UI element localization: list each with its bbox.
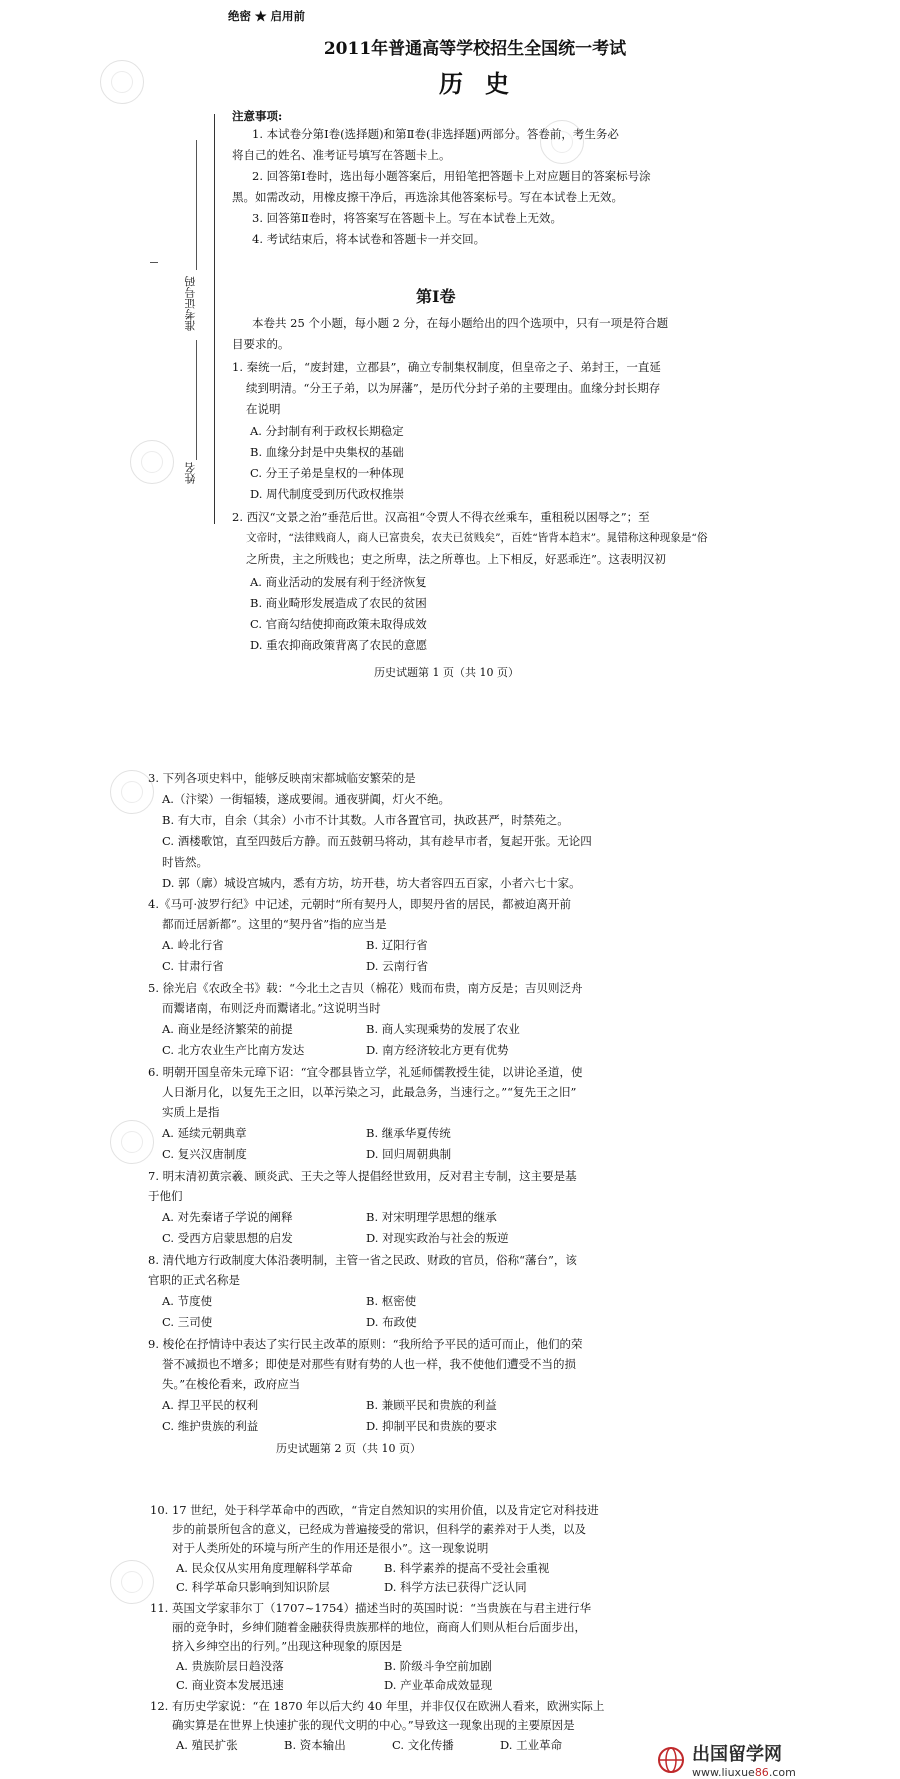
question-stem: 7. 明末清初黄宗羲、顾炎武、王夫之等人提倡经世致用，反对君主专制，这主要是基 — [148, 1169, 577, 1183]
option: A. 殖民扩张 — [176, 1738, 238, 1752]
subject-title: 历史 — [439, 69, 531, 98]
option: D. 工业革命 — [500, 1738, 563, 1752]
option: B. 兼顾平民和贵族的利益 — [366, 1398, 497, 1412]
section-intro: 本卷共 25 个小题，每小题 2 分，在每小题给出的四个选项中，只有一项是符合题 — [252, 316, 669, 330]
question-stem: 失。”在梭伦看来，政府应当 — [162, 1377, 301, 1391]
option: B. 继承华夏传统 — [366, 1126, 451, 1140]
side-tick — [150, 262, 158, 263]
name-underline — [196, 340, 197, 460]
option: B. 商人实现乘势的发展了农业 — [366, 1022, 520, 1036]
note-line: 黑。如需改动，用橡皮擦干净后，再选涂其他答案标号。写在本试卷上无效。 — [232, 190, 623, 204]
option: C. 甘肃行省 — [162, 959, 224, 973]
question-stem: 官职的正式名称是 — [148, 1273, 240, 1287]
question-stem: 对于人类所处的环境与所产生的作用还是很小”。这一现象说明 — [172, 1541, 489, 1555]
note-line: 将自己的姓名、准考证号填写在答题卡上。 — [232, 148, 451, 162]
question-stem: 8. 清代地方行政制度大体沿袭明制，主管一省之民政、财政的官员，俗称“藩台”，该 — [148, 1253, 577, 1267]
question-stem: 在说明 — [246, 402, 281, 416]
option: C. 三司使 — [162, 1315, 213, 1329]
option: C. 官商勾结使抑商政策未取得成效 — [250, 617, 427, 631]
option: D. 产业革命成效显现 — [384, 1678, 493, 1692]
option: D. 对现实政治与社会的叛逆 — [366, 1231, 509, 1245]
question-stem: 确实算是在世界上快速扩张的现代文明的中心。”导致这一现象出现的主要原因是 — [172, 1718, 575, 1732]
logo-url — [692, 1766, 796, 1779]
option: D. 回归周朝典制 — [366, 1147, 452, 1161]
exam-no-label: 准考证号码 — [184, 276, 197, 331]
question-stem: 文帝时，“法律贱商人，商人已富贵矣，农夫已贫贱矣”，百姓“皆背本趋末”。晁错称这种现象是“俗 — [246, 532, 708, 544]
option: B. 科学素养的提高不受社会重视 — [384, 1561, 550, 1575]
option: C. 北方农业生产比南方发达 — [162, 1043, 305, 1057]
option: D. 周代制度受到历代政权推崇 — [250, 487, 405, 501]
option: A. 延续元朝典章 — [162, 1126, 247, 1140]
option: D. 抑制平民和贵族的要求 — [366, 1419, 498, 1433]
question-stem: 3. 下列各项史料中，能够反映南宋都城临安繁荣的是 — [148, 771, 416, 785]
question-stem: 实质上是指 — [162, 1105, 220, 1119]
question-stem: 4.《马可·波罗行纪》中记述，元朝时“所有契丹人，即契丹省的居民，都被迫离开前 — [148, 897, 572, 911]
question-stem: 9. 梭伦在抒情诗中表达了实行民主改革的原则：“我所给予平民的适可而止，他们的荣 — [148, 1337, 583, 1351]
logo-name: 出国留学网 — [692, 1744, 782, 1765]
option: 时皆然。 — [162, 855, 208, 869]
section-title: 第Ⅰ卷 — [416, 287, 456, 306]
question-stem: 步的前景所包含的意义，已经成为普遍接受的常识，但科学的素养对于人类，以及 — [172, 1522, 586, 1536]
note-line: 2. 回答第Ⅰ卷时，选出每小题答案后，用铅笔把答题卡上对应题目的答案标号涂 — [252, 169, 651, 183]
watermark-seal — [110, 1560, 154, 1604]
option: A. 节度使 — [162, 1294, 213, 1308]
option: C. 分王子弟是皇权的一种体现 — [250, 466, 404, 480]
page-footer: 历史试题第 2 页（共 10 页） — [276, 1442, 421, 1455]
option: B. 对宋明理学思想的继承 — [366, 1210, 497, 1224]
option: B. 血缘分封是中央集权的基础 — [250, 445, 404, 459]
globe-icon — [656, 1745, 686, 1775]
secret-label: 绝密 ★ 启用前 — [228, 9, 306, 23]
logo-url-num: 86 — [754, 1766, 769, 1779]
option: C. 商业资本发展迅速 — [176, 1678, 284, 1692]
option: B. 辽阳行省 — [366, 938, 428, 952]
option: A. 商业活动的发展有利于经济恢复 — [250, 575, 427, 589]
option: D. 南方经济较北方更有优势 — [366, 1043, 509, 1057]
question-stem: 挤入乡绅空出的行列。”出现这种现象的原因是 — [172, 1639, 403, 1653]
question-stem: 人日渐月化，以复先王之旧，以革污染之习，此最急务，当速行之。”“复先王之旧” — [162, 1085, 577, 1099]
question-stem: 于他们 — [148, 1189, 183, 1203]
question-stem: 丽的竞争时，乡绅们随着金融获得贵族那样的地位，商商人们则从柜台后面步出， — [172, 1620, 586, 1634]
question-stem: 誉不减损也不增多；即使是对那些有财有势的人也一样，我不使他们遭受不当的损 — [162, 1357, 576, 1371]
question-stem: 1. 秦统一后，“废封建，立郡县”，确立专制集权制度，但皇帝之子、弟封王，一直延 — [232, 360, 661, 374]
question-stem: 之所贵，主之所贱也；吏之所卑，法之所尊也。上下相反，好恶乖迕”。这表明汉初 — [246, 552, 666, 566]
option: D. 云南行省 — [366, 959, 429, 973]
page-footer: 历史试题第 1 页（共 10 页） — [374, 666, 519, 679]
option: A. 贵族阶层日趋没落 — [176, 1659, 284, 1673]
question-stem: 都而迁居新都”。这里的“契丹省”指的应当是 — [162, 917, 387, 931]
question-stem: 2. 西汉“文景之治”垂范后世。汉高祖“令贾人不得衣丝乘车，重租税以困辱之”；至 — [232, 510, 650, 524]
option: B. 商业畸形发展造成了农民的贫困 — [250, 596, 427, 610]
option: B. 阶级斗争空前加剧 — [384, 1659, 492, 1673]
option: D. 布政使 — [366, 1315, 417, 1329]
option: B. 枢密使 — [366, 1294, 417, 1308]
question-stem: 续到明清。“分王子弟，以为屏藩”，是历代分封子弟的主要理由。血缘分封长期存 — [246, 381, 661, 395]
logo-url-post: .com — [768, 1766, 796, 1779]
exam-no-underline — [196, 140, 197, 270]
option: A.（汴梁）一街辐辏，遂成要闹。通夜骈阗，灯火不绝。 — [162, 792, 450, 806]
question-stem: 11. 英国文学家菲尔丁（1707~1754）描述当时的英国时说：“当贵族在与君主进行华 — [150, 1601, 591, 1615]
option: B. 资本输出 — [284, 1738, 346, 1752]
question-stem: 5. 徐光启《农政全书》载：“今北土之吉贝（棉花）贱而布贵，南方反是；吉贝则泛舟 — [148, 981, 583, 995]
site-logo[interactable] — [656, 1740, 892, 1779]
option: C. 文化传播 — [392, 1738, 454, 1752]
option: C. 复兴汉唐制度 — [162, 1147, 247, 1161]
option: C. 科学革命只影响到知识阶层 — [176, 1580, 330, 1594]
option: A. 民众仅从实用角度理解科学革命 — [176, 1561, 353, 1575]
option: D. 郭（廓）城设宫城内，悉有方坊，坊开巷，坊大者容四五百家，小者六七十家。 — [162, 876, 581, 890]
note-line: 1. 本试卷分第Ⅰ卷(选择题)和第Ⅱ卷(非选择题)两部分。答卷前，考生务必 — [252, 127, 619, 141]
watermark-seal — [110, 1120, 154, 1164]
exam-title: 2011年普通高等学校招生全国统一考试 — [323, 39, 627, 59]
notes-heading: 注意事项: — [232, 109, 283, 123]
question-stem: 10. 17 世纪，处于科学革命中的西欧，“肯定自然知识的实用价值，以及肯定它对科技进 — [150, 1503, 599, 1517]
option: A. 捍卫平民的权利 — [162, 1398, 259, 1412]
watermark-seal — [130, 440, 174, 484]
section-intro: 目要求的。 — [232, 337, 290, 351]
option: C. 维护贵族的利益 — [162, 1419, 259, 1433]
option: D. 科学方法已获得广泛认同 — [384, 1580, 527, 1594]
option: C. 受西方启蒙思想的启发 — [162, 1231, 293, 1245]
option: A. 对先秦诸子学说的阐释 — [162, 1210, 293, 1224]
note-line: 3. 回答第Ⅱ卷时，将答案写在答题卡上。写在本试卷上无效。 — [252, 211, 562, 225]
option: B. 有大市，自余（其余）小市不计其数。人市各置官司，执政甚严，时禁苑之。 — [162, 813, 569, 827]
logo-url-pre: www.liuxue — [692, 1766, 755, 1779]
option: A. 分封制有利于政权长期稳定 — [250, 424, 404, 438]
option: D. 重农抑商政策背离了农民的意愿 — [250, 638, 428, 652]
option: A. 商业是经济繁荣的前提 — [162, 1022, 293, 1036]
option: C. 酒楼歌馆，直至四鼓后方静。而五鼓朝马将动，其有趁早市者，复起开张。无论四 — [162, 834, 592, 848]
name-label: 姓名 — [184, 462, 197, 484]
question-stem: 12. 有历史学家说：“在 1870 年以后大约 40 年里，并非仅仅在欧洲人看来，欧洲实际上 — [150, 1699, 605, 1713]
question-stem: 而鬻诸南，布则泛舟而鬻诸北。”这说明当时 — [162, 1001, 381, 1015]
binding-line — [214, 114, 215, 524]
option: A. 岭北行省 — [162, 938, 224, 952]
note-line: 4. 考试结束后，将本试卷和答题卡一并交回。 — [252, 232, 486, 246]
question-stem: 6. 明朝开国皇帝朱元璋下诏：“宜令郡县皆立学，礼延师儒教授生徒，以讲论圣道，使 — [148, 1065, 583, 1079]
